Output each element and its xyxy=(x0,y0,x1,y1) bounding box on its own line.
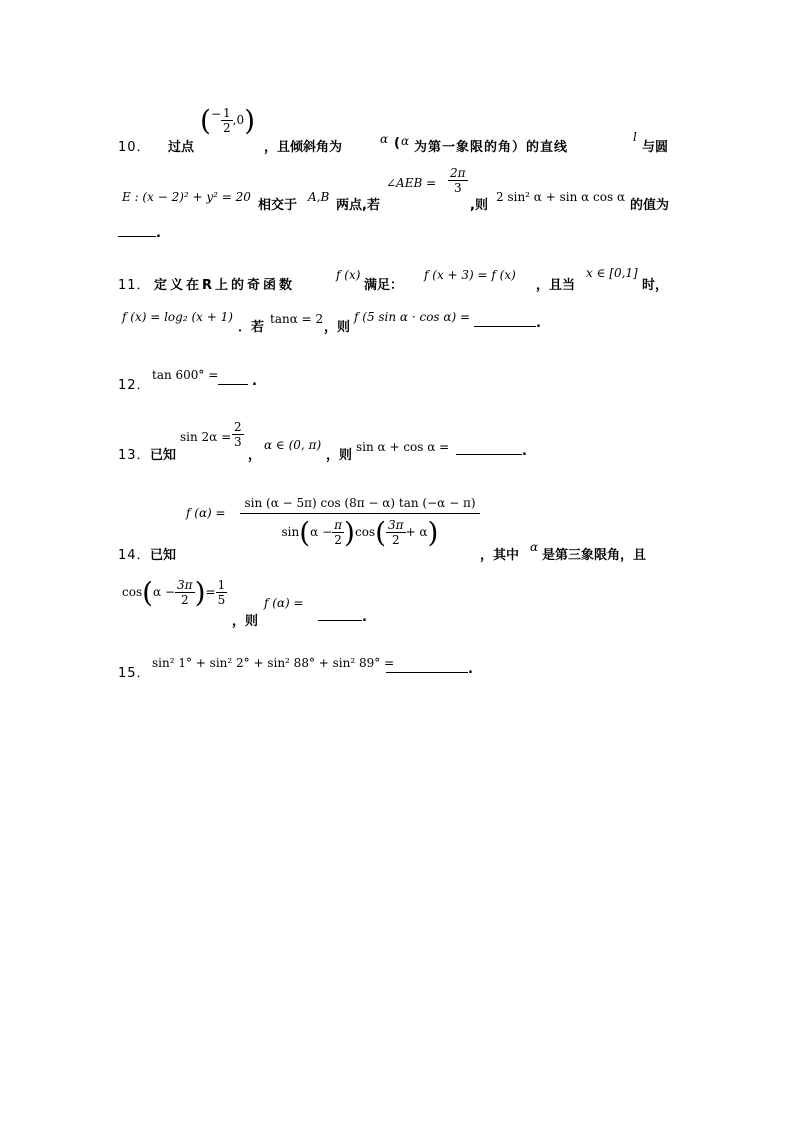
tan-condition: tanα = 2 xyxy=(270,312,324,326)
math-alpha: α xyxy=(380,132,389,146)
question-10-line-2 xyxy=(118,166,678,212)
question-text: ，则 xyxy=(326,448,353,463)
question-10 xyxy=(118,104,678,164)
question-text: 相交于 xyxy=(258,198,298,213)
answer-blank[interactable] xyxy=(456,442,522,455)
answer-blank[interactable] xyxy=(474,314,536,327)
question-10-answer xyxy=(118,224,678,244)
query-expression: f (α) = xyxy=(264,596,304,610)
period: . xyxy=(522,444,527,459)
query-expression: f (5 sin α · cos α) = xyxy=(354,310,471,324)
math-alpha: α xyxy=(401,134,410,148)
alpha-range: α ∈ (0, π) xyxy=(264,438,322,452)
period-equation: f (x + 3) = f (x) xyxy=(424,268,516,282)
question-number: 15． xyxy=(118,666,151,681)
period: . xyxy=(156,226,161,241)
question-number: 12． xyxy=(118,378,151,393)
big-fraction xyxy=(240,494,480,549)
question-text: 过点 xyxy=(168,140,195,155)
domain-interval: x ∈ [0,1] xyxy=(586,266,638,280)
period: . xyxy=(252,374,257,389)
math-line-l: l xyxy=(633,130,637,144)
question-text: ,则 xyxy=(470,198,488,213)
question-text: 定义在R上的奇函数 xyxy=(154,278,296,293)
question-12 xyxy=(118,366,678,393)
math-alpha: α xyxy=(530,540,539,554)
log-equation: f (x) = log₂ (x + 1) xyxy=(122,310,233,324)
question-number: 13． xyxy=(118,448,151,463)
question-text: ， xyxy=(248,448,262,463)
answer-blank[interactable] xyxy=(218,372,248,385)
trig-expression: 2 sin² α + sin α cos α xyxy=(496,190,626,204)
question-text: 已知 xyxy=(150,448,177,463)
answer-blank[interactable] xyxy=(386,660,468,673)
sin2a-expression: sin 2α = xyxy=(180,430,232,444)
period: . xyxy=(362,610,367,625)
question-text: ．若 xyxy=(238,320,265,335)
question-text: 与圆 xyxy=(642,140,669,155)
circle-equation: E : (x − 2)² + y² = 20 xyxy=(122,190,251,204)
points-ab: A,B xyxy=(308,190,330,204)
question-text: ( xyxy=(394,136,400,151)
fraction-denominator: sin(α − $\frac{\pi}{2}$ )cos( $\frac{3\pi}{2}$ + α) xyxy=(281,516,439,549)
question-15 xyxy=(118,652,678,681)
angle-fraction: $\frac{2\pi}{3}$ xyxy=(450,166,466,195)
question-text: 的值为 xyxy=(630,198,670,213)
question-number: 11． xyxy=(118,278,151,293)
question-text: ，且当 xyxy=(536,278,576,293)
question-14 xyxy=(118,494,678,564)
question-11-line-2 xyxy=(118,306,678,335)
question-text: 是第三象限角，且 xyxy=(542,548,647,563)
query-expression: sin α + cos α = xyxy=(356,440,450,454)
cos-condition: cos(α − $\frac{3\pi}{2}$ )= $\frac{1}{5}$ xyxy=(122,576,226,609)
question-text: ，其中 xyxy=(480,548,520,563)
fraction-numerator: sin (α − 5π) cos (8π − α) tan (−α − π) xyxy=(240,494,480,514)
sin-sum-expression: sin² 1° + sin² 2° + sin² 88° + sin² 89° = xyxy=(152,656,395,670)
function-falpha: f (α) = xyxy=(186,506,226,520)
question-text: 已知 xyxy=(150,548,177,563)
point-coordinate: (− $\frac{1}{2}$ ,0) xyxy=(200,104,256,137)
answer-blank[interactable] xyxy=(118,224,156,237)
question-14-line-2 xyxy=(118,576,678,629)
question-text: 时， xyxy=(642,278,669,293)
fraction-two-thirds: $\frac{2}{3}$ xyxy=(234,420,242,449)
question-13 xyxy=(118,420,678,462)
function-fx: f (x) xyxy=(336,268,361,282)
period: . xyxy=(468,662,473,677)
question-text: ，则 xyxy=(324,320,351,335)
question-text: 满足： xyxy=(364,278,404,293)
question-text: ，且倾斜角为 xyxy=(264,140,343,155)
question-text: 两点,若 xyxy=(336,198,380,213)
answer-blank[interactable] xyxy=(318,608,362,621)
tan-expression: tan 600° = xyxy=(152,368,219,382)
period: . xyxy=(536,316,541,331)
question-text: ，则 xyxy=(232,614,259,629)
question-number: 14． xyxy=(118,548,151,563)
question-number: 10． xyxy=(118,140,151,155)
question-11 xyxy=(118,264,678,292)
angle-expression: ∠AEB = xyxy=(386,176,437,190)
question-text: 为第一象限的角）的直线 xyxy=(414,140,569,155)
